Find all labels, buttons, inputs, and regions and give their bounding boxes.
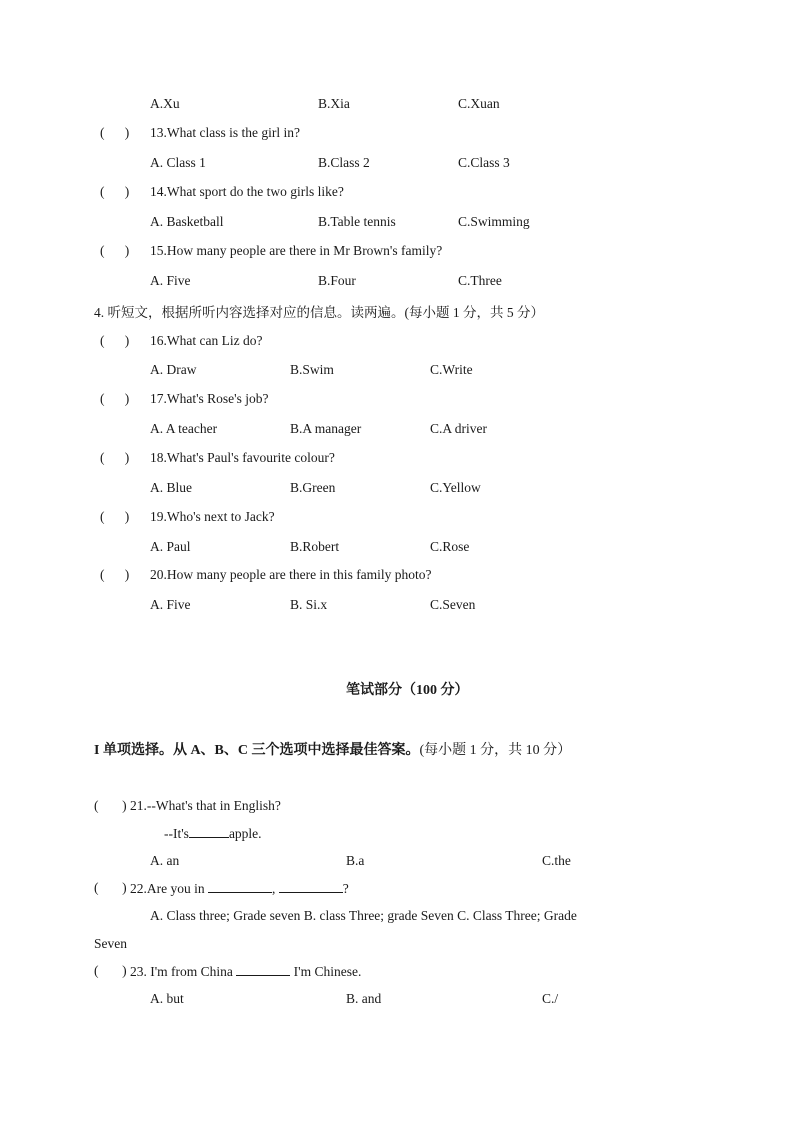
- option-c: C.Write: [430, 362, 473, 377]
- option-b: B.Class 2: [318, 155, 370, 170]
- question-text: [130, 963, 361, 980]
- question-text: 19.Who's next to Jack?: [150, 509, 275, 524]
- question-text-start: 22.Are you in: [130, 881, 205, 896]
- question-dialogue-line: [164, 825, 262, 842]
- option-a: A. Draw: [150, 362, 197, 377]
- answer-bracket: ( ): [100, 333, 130, 348]
- question-text: 20.How many people are there in this family photo?: [150, 567, 432, 582]
- answer-bracket: ( ): [100, 567, 130, 582]
- option-b: B.Swim: [290, 362, 334, 377]
- option-b: B. and: [346, 991, 382, 1006]
- option-c: C.Yellow: [430, 480, 481, 495]
- option-a: A. an: [150, 853, 180, 868]
- question-text-start: 23. I'm from China: [130, 964, 233, 979]
- answer-blank[interactable]: [208, 880, 272, 893]
- answer-bracket: ( ): [100, 450, 130, 465]
- written-part-title: 笔试部分（100 分）: [346, 683, 469, 698]
- options-line: A. Class three; Grade seven B. class Three; grade Seven C. Class Three; Grade: [150, 908, 577, 923]
- option-c: C./: [542, 991, 559, 1006]
- option-c: C.Swimming: [458, 214, 530, 229]
- answer-bracket: ( ): [100, 125, 130, 140]
- option-c: C.Class 3: [458, 155, 510, 170]
- option-a: A. Paul: [150, 539, 191, 554]
- question-text: 21.--What's that in English?: [130, 798, 281, 813]
- option-a: A. Five: [150, 273, 191, 288]
- option-a: A. Blue: [150, 480, 192, 495]
- option-b: B.Green: [290, 480, 336, 495]
- option-b: B.Four: [318, 273, 356, 288]
- option-a: A. Five: [150, 597, 191, 612]
- question-text: [130, 880, 349, 897]
- question-text-comma: ,: [272, 881, 276, 896]
- question-text: 17.What's Rose's job?: [150, 391, 269, 406]
- q12-option-c: C.Xuan: [458, 96, 500, 111]
- answer-bracket: ( ): [94, 880, 127, 895]
- option-b: B.a: [346, 853, 365, 868]
- answer-bracket: ( ): [94, 798, 127, 813]
- option-c: C.A driver: [430, 421, 487, 436]
- q12-option-a: A.Xu: [150, 96, 180, 111]
- question-text: 18.What's Paul's favourite colour?: [150, 450, 335, 465]
- option-c: C.Seven: [430, 597, 476, 612]
- question-text: 15.How many people are there in Mr Brown's family?: [150, 243, 443, 258]
- question-text: 13.What class is the girl in?: [150, 125, 300, 140]
- option-a: A. Basketball: [150, 214, 224, 229]
- options-line-wrap: Seven: [94, 936, 127, 951]
- option-a: A. but: [150, 991, 184, 1006]
- answer-bracket: ( ): [100, 391, 130, 406]
- question-text: 16.What can Liz do?: [150, 333, 263, 348]
- option-b: B.A manager: [290, 421, 362, 436]
- option-c: C.the: [542, 853, 571, 868]
- answer-blank[interactable]: [189, 825, 229, 838]
- question-text-end: I'm Chinese.: [293, 964, 362, 979]
- answer-bracket: ( ): [94, 963, 127, 978]
- option-b: B.Table tennis: [318, 214, 396, 229]
- option-b: B. Si.x: [290, 597, 328, 612]
- answer-blank[interactable]: [236, 963, 290, 976]
- dialogue-start: --It's: [164, 826, 189, 841]
- dialogue-end: apple.: [228, 826, 262, 841]
- answer-bracket: ( ): [100, 243, 130, 258]
- q12-option-b: B.Xia: [318, 96, 350, 111]
- answer-blank[interactable]: [279, 880, 343, 893]
- option-b: B.Robert: [290, 539, 340, 554]
- option-a: A. Class 1: [150, 155, 206, 170]
- option-c: C.Rose: [430, 539, 470, 554]
- question-text: 14.What sport do the two girls like?: [150, 184, 344, 199]
- section-one-heading: [94, 739, 571, 759]
- listening-section-heading: 4. 听短文，根据所听内容选择对应的信息。读两遍。(每小题 1 分，共 5 分）: [94, 305, 544, 320]
- question-text-end: ?: [342, 881, 349, 896]
- answer-bracket: ( ): [100, 184, 130, 199]
- section-one-heading-score: (每小题 1 分，共 10 分）: [419, 743, 572, 758]
- option-c: C.Three: [458, 273, 502, 288]
- answer-bracket: ( ): [100, 509, 130, 524]
- option-a: A. A teacher: [150, 421, 218, 436]
- section-one-heading-bold: I 单项选择。从 A、B、C 三个选项中选择最佳答案。: [94, 743, 420, 758]
